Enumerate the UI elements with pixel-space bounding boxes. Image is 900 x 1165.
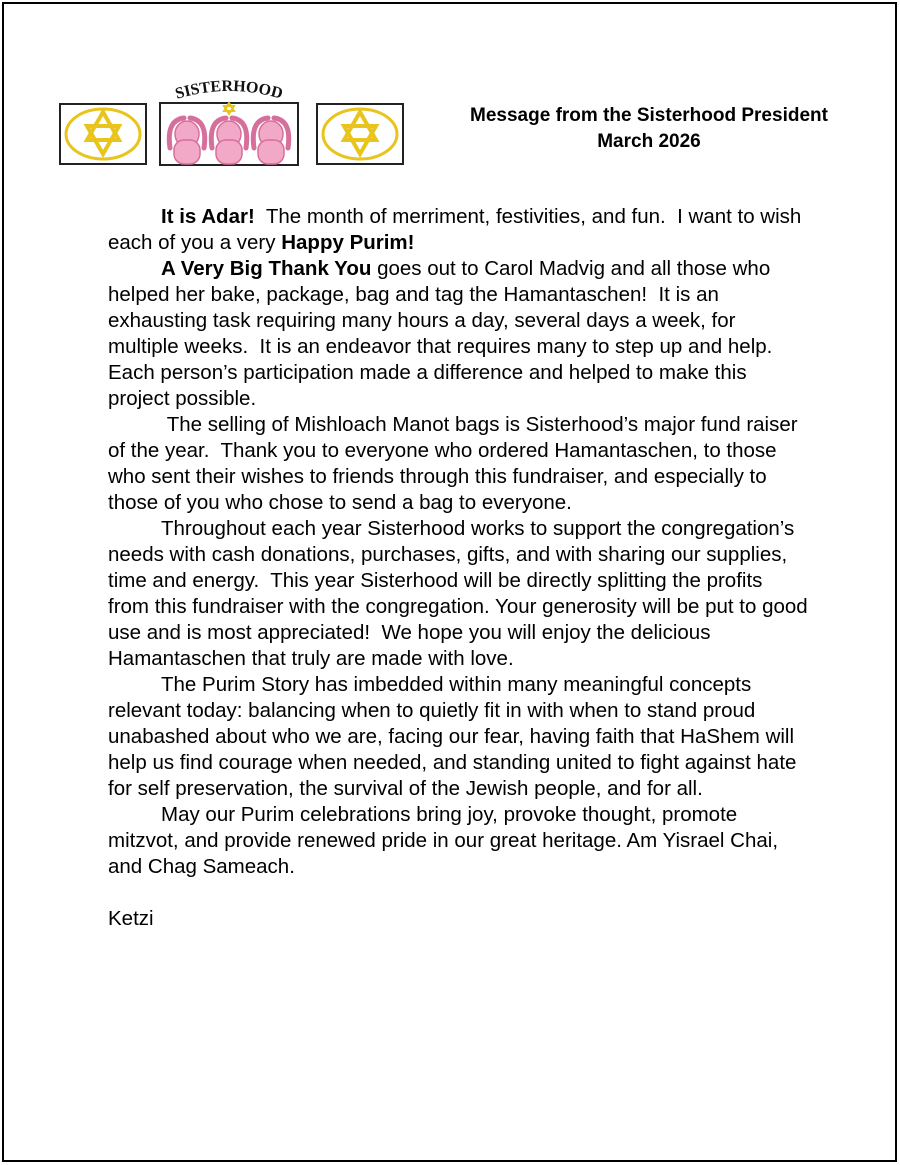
paragraph-text: The month of merriment, festivities, and fun. I want to wish each of you a very <box>108 205 808 254</box>
paragraph-5: The Purim Story has imbedded within many meaningful concepts relevant today: balancing when to quietly fit in with when to stand proud unabashed about who we are, facing our fear, having faith that HaShem will help us find courage when needed, and standing united to fight against hate for self preservation, the survival of the Jewish people, and for all. <box>108 673 797 800</box>
sisterhood-logo <box>154 76 304 166</box>
paragraph-2 <box>108 256 808 412</box>
letter-body <box>108 204 814 932</box>
emphasis-text: Happy Purim! <box>281 231 415 254</box>
signature: Ketzi <box>108 907 154 930</box>
paragraph-3: The selling of Mishloach Manot bags is Sisterhood’s major fund raiser of the year. Thank you to everyone who ordered Hamantaschen, to those who sent their wishes to friends through this fundraiser, and especially to those of you who chose to send a bag to everyone. <box>108 413 804 514</box>
paragraph-4: Throughout each year Sisterhood works to support the congregation’s needs with cash donations, purchases, gifts, and with sharing our supplies, time and energy. This year Sisterhood will be directly splitting the profits from this fundraiser with the congregation. Your generosity will be put to good use and is most appreciated! We hope you will enjoy the delicious Hamantaschen that truly are made with love. <box>108 517 814 670</box>
paragraph-1 <box>108 204 808 256</box>
logo-wordmark: SISTERHOOD <box>173 77 285 103</box>
svg-text:SISTERHOOD <box>173 78 284 103</box>
paragraph-6: May our Purim celebrations bring joy, provoke thought, promote mitzvot, and provide renewed pride in our great heritage. Am Yisrael Chai, and Chag Sameach. <box>108 803 779 878</box>
newsletter-page <box>2 2 897 1162</box>
emphasis-text: A Very Big Thank You <box>161 257 372 280</box>
page-date: March 2026 <box>597 131 701 152</box>
emphasis-text: It is Adar! <box>161 205 255 228</box>
page-header <box>434 103 864 155</box>
star-of-david-icon <box>316 103 404 165</box>
star-of-david-icon <box>59 103 147 165</box>
page-title: Message from the Sisterhood President <box>470 105 828 126</box>
paragraph-text: goes out to Carol Madvig and all those who helped her bake, package, bag and tag the Hamantaschen! It is an exhausting task requiring many hours a day, several days a week, for multiple weeks. It is an endeavor that requires many to step up and help. Each person’s participation made a difference and helped to make this project possible. <box>108 257 779 410</box>
